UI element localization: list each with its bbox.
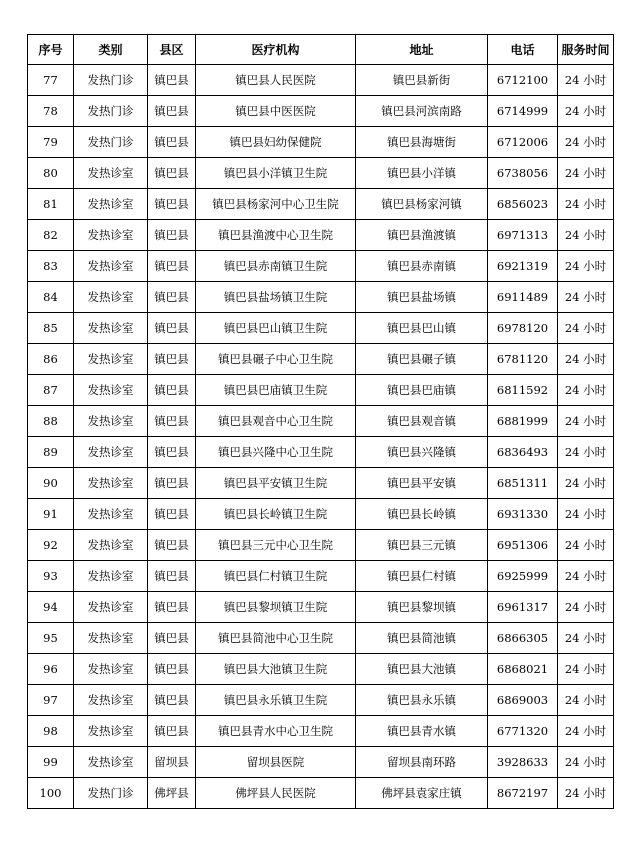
table-row xyxy=(28,313,614,344)
address-cell: 镇巴县盐场镇 xyxy=(356,282,488,313)
county-cell: 镇巴县 xyxy=(148,158,196,189)
phone-cell: 6881999 xyxy=(488,406,558,437)
service-hours-cell: 24 小时 xyxy=(558,499,614,530)
institution-cell: 镇巴县杨家河中心卫生院 xyxy=(196,189,356,220)
service-hours-cell: 24 小时 xyxy=(558,654,614,685)
institution-cell: 镇巴县盐场镇卫生院 xyxy=(196,282,356,313)
index-cell: 83 xyxy=(28,251,74,282)
county-cell: 镇巴县 xyxy=(148,251,196,282)
header-county: 县区 xyxy=(148,35,196,65)
service-hours-cell: 24 小时 xyxy=(558,282,614,313)
header-institution: 医疗机构 xyxy=(196,35,356,65)
institution-cell: 镇巴县三元中心卫生院 xyxy=(196,530,356,561)
address-cell: 镇巴县新街 xyxy=(356,65,488,96)
address-cell: 镇巴县仁村镇 xyxy=(356,561,488,592)
index-cell: 80 xyxy=(28,158,74,189)
institution-cell: 镇巴县平安镇卫生院 xyxy=(196,468,356,499)
institution-cell: 镇巴县长岭镇卫生院 xyxy=(196,499,356,530)
county-cell: 镇巴县 xyxy=(148,189,196,220)
header-address: 地址 xyxy=(356,35,488,65)
phone-cell: 6738056 xyxy=(488,158,558,189)
fever-clinic-table xyxy=(27,34,614,809)
header-phone: 电话 xyxy=(488,35,558,65)
phone-cell: 6811592 xyxy=(488,375,558,406)
service-hours-cell: 24 小时 xyxy=(558,747,614,778)
category-cell: 发热诊室 xyxy=(74,189,148,220)
index-cell: 88 xyxy=(28,406,74,437)
index-cell: 84 xyxy=(28,282,74,313)
phone-cell: 6712006 xyxy=(488,127,558,158)
service-hours-cell: 24 小时 xyxy=(558,189,614,220)
county-cell: 镇巴县 xyxy=(148,685,196,716)
address-cell: 镇巴县巴庙镇 xyxy=(356,375,488,406)
phone-cell: 6961317 xyxy=(488,592,558,623)
service-hours-cell: 24 小时 xyxy=(558,158,614,189)
service-hours-cell: 24 小时 xyxy=(558,468,614,499)
index-cell: 78 xyxy=(28,96,74,127)
service-hours-cell: 24 小时 xyxy=(558,685,614,716)
category-cell: 发热诊室 xyxy=(74,220,148,251)
phone-cell: 6851311 xyxy=(488,468,558,499)
index-cell: 100 xyxy=(28,778,74,809)
address-cell: 镇巴县三元镇 xyxy=(356,530,488,561)
institution-cell: 镇巴县中医医院 xyxy=(196,96,356,127)
county-cell: 镇巴县 xyxy=(148,623,196,654)
header-category: 类别 xyxy=(74,35,148,65)
service-hours-cell: 24 小时 xyxy=(558,530,614,561)
service-hours-cell: 24 小时 xyxy=(558,437,614,468)
institution-cell: 镇巴县永乐镇卫生院 xyxy=(196,685,356,716)
service-hours-cell: 24 小时 xyxy=(558,623,614,654)
county-cell: 镇巴县 xyxy=(148,282,196,313)
index-cell: 89 xyxy=(28,437,74,468)
phone-cell: 6856023 xyxy=(488,189,558,220)
category-cell: 发热诊室 xyxy=(74,716,148,747)
county-cell: 佛坪县 xyxy=(148,778,196,809)
county-cell: 镇巴县 xyxy=(148,313,196,344)
address-cell: 镇巴县巴山镇 xyxy=(356,313,488,344)
institution-cell: 镇巴县碾子中心卫生院 xyxy=(196,344,356,375)
county-cell: 镇巴县 xyxy=(148,127,196,158)
index-cell: 82 xyxy=(28,220,74,251)
county-cell: 镇巴县 xyxy=(148,96,196,127)
county-cell: 镇巴县 xyxy=(148,344,196,375)
service-hours-cell: 24 小时 xyxy=(558,716,614,747)
index-cell: 98 xyxy=(28,716,74,747)
phone-cell: 6911489 xyxy=(488,282,558,313)
index-cell: 79 xyxy=(28,127,74,158)
phone-cell: 6836493 xyxy=(488,437,558,468)
table-row xyxy=(28,127,614,158)
institution-cell: 留坝县医院 xyxy=(196,747,356,778)
service-hours-cell: 24 小时 xyxy=(558,127,614,158)
category-cell: 发热诊室 xyxy=(74,344,148,375)
institution-cell: 佛坪县人民医院 xyxy=(196,778,356,809)
county-cell: 镇巴县 xyxy=(148,530,196,561)
category-cell: 发热诊室 xyxy=(74,406,148,437)
index-cell: 91 xyxy=(28,499,74,530)
index-cell: 94 xyxy=(28,592,74,623)
table-row xyxy=(28,251,614,282)
service-hours-cell: 24 小时 xyxy=(558,220,614,251)
phone-cell: 6869003 xyxy=(488,685,558,716)
category-cell: 发热诊室 xyxy=(74,437,148,468)
table-row xyxy=(28,623,614,654)
phone-cell: 6971313 xyxy=(488,220,558,251)
table-row xyxy=(28,716,614,747)
table-body xyxy=(28,65,614,809)
address-cell: 镇巴县简池镇 xyxy=(356,623,488,654)
index-cell: 95 xyxy=(28,623,74,654)
index-cell: 97 xyxy=(28,685,74,716)
table-row xyxy=(28,220,614,251)
institution-cell: 镇巴县仁村镇卫生院 xyxy=(196,561,356,592)
phone-cell: 6925999 xyxy=(488,561,558,592)
service-hours-cell: 24 小时 xyxy=(558,406,614,437)
address-cell: 镇巴县小洋镇 xyxy=(356,158,488,189)
service-hours-cell: 24 小时 xyxy=(558,251,614,282)
institution-cell: 镇巴县小洋镇卫生院 xyxy=(196,158,356,189)
index-cell: 92 xyxy=(28,530,74,561)
address-cell: 镇巴县赤南镇 xyxy=(356,251,488,282)
category-cell: 发热诊室 xyxy=(74,654,148,685)
table-row xyxy=(28,468,614,499)
address-cell: 镇巴县黎坝镇 xyxy=(356,592,488,623)
category-cell: 发热诊室 xyxy=(74,747,148,778)
category-cell: 发热诊室 xyxy=(74,592,148,623)
table-row xyxy=(28,406,614,437)
table-row xyxy=(28,747,614,778)
institution-cell: 镇巴县妇幼保健院 xyxy=(196,127,356,158)
category-cell: 发热门诊 xyxy=(74,65,148,96)
address-cell: 镇巴县碾子镇 xyxy=(356,344,488,375)
institution-cell: 镇巴县青水中心卫生院 xyxy=(196,716,356,747)
institution-cell: 镇巴县巴庙镇卫生院 xyxy=(196,375,356,406)
table-row xyxy=(28,437,614,468)
address-cell: 镇巴县长岭镇 xyxy=(356,499,488,530)
category-cell: 发热诊室 xyxy=(74,623,148,654)
institution-cell: 镇巴县赤南镇卫生院 xyxy=(196,251,356,282)
table-row xyxy=(28,282,614,313)
county-cell: 镇巴县 xyxy=(148,468,196,499)
address-cell: 镇巴县青水镇 xyxy=(356,716,488,747)
county-cell: 镇巴县 xyxy=(148,220,196,251)
phone-cell: 8672197 xyxy=(488,778,558,809)
institution-cell: 镇巴县兴隆中心卫生院 xyxy=(196,437,356,468)
index-cell: 85 xyxy=(28,313,74,344)
address-cell: 佛坪县袁家庄镇 xyxy=(356,778,488,809)
county-cell: 镇巴县 xyxy=(148,65,196,96)
county-cell: 留坝县 xyxy=(148,747,196,778)
phone-cell: 6714999 xyxy=(488,96,558,127)
institution-cell: 镇巴县渔渡中心卫生院 xyxy=(196,220,356,251)
category-cell: 发热诊室 xyxy=(74,158,148,189)
index-cell: 81 xyxy=(28,189,74,220)
service-hours-cell: 24 小时 xyxy=(558,344,614,375)
index-cell: 90 xyxy=(28,468,74,499)
category-cell: 发热诊室 xyxy=(74,530,148,561)
table-row xyxy=(28,561,614,592)
phone-cell: 3928633 xyxy=(488,747,558,778)
county-cell: 镇巴县 xyxy=(148,592,196,623)
address-cell: 镇巴县兴隆镇 xyxy=(356,437,488,468)
county-cell: 镇巴县 xyxy=(148,499,196,530)
table-row xyxy=(28,344,614,375)
table-row xyxy=(28,65,614,96)
table-row xyxy=(28,499,614,530)
category-cell: 发热诊室 xyxy=(74,313,148,344)
table-row xyxy=(28,592,614,623)
header-service-hours: 服务时间 xyxy=(558,35,614,65)
phone-cell: 6868021 xyxy=(488,654,558,685)
phone-cell: 6781120 xyxy=(488,344,558,375)
county-cell: 镇巴县 xyxy=(148,561,196,592)
table-row xyxy=(28,530,614,561)
address-cell: 留坝县南环路 xyxy=(356,747,488,778)
category-cell: 发热诊室 xyxy=(74,561,148,592)
address-cell: 镇巴县大池镇 xyxy=(356,654,488,685)
table-row xyxy=(28,96,614,127)
category-cell: 发热诊室 xyxy=(74,685,148,716)
phone-cell: 6931330 xyxy=(488,499,558,530)
table-row xyxy=(28,189,614,220)
address-cell: 镇巴县河滨南路 xyxy=(356,96,488,127)
address-cell: 镇巴县永乐镇 xyxy=(356,685,488,716)
service-hours-cell: 24 小时 xyxy=(558,592,614,623)
service-hours-cell: 24 小时 xyxy=(558,778,614,809)
table-row xyxy=(28,778,614,809)
phone-cell: 6712100 xyxy=(488,65,558,96)
institution-cell: 镇巴县观音中心卫生院 xyxy=(196,406,356,437)
table-row xyxy=(28,685,614,716)
county-cell: 镇巴县 xyxy=(148,437,196,468)
index-cell: 96 xyxy=(28,654,74,685)
index-cell: 77 xyxy=(28,65,74,96)
table-header-row xyxy=(28,35,614,65)
service-hours-cell: 24 小时 xyxy=(558,561,614,592)
header-index: 序号 xyxy=(28,35,74,65)
table-row xyxy=(28,158,614,189)
service-hours-cell: 24 小时 xyxy=(558,65,614,96)
phone-cell: 6951306 xyxy=(488,530,558,561)
category-cell: 发热门诊 xyxy=(74,127,148,158)
phone-cell: 6771320 xyxy=(488,716,558,747)
phone-cell: 6921319 xyxy=(488,251,558,282)
county-cell: 镇巴县 xyxy=(148,716,196,747)
service-hours-cell: 24 小时 xyxy=(558,96,614,127)
county-cell: 镇巴县 xyxy=(148,654,196,685)
table-row xyxy=(28,654,614,685)
address-cell: 镇巴县平安镇 xyxy=(356,468,488,499)
address-cell: 镇巴县杨家河镇 xyxy=(356,189,488,220)
category-cell: 发热诊室 xyxy=(74,499,148,530)
county-cell: 镇巴县 xyxy=(148,406,196,437)
institution-cell: 镇巴县大池镇卫生院 xyxy=(196,654,356,685)
institution-cell: 镇巴县人民医院 xyxy=(196,65,356,96)
category-cell: 发热诊室 xyxy=(74,251,148,282)
county-cell: 镇巴县 xyxy=(148,375,196,406)
category-cell: 发热诊室 xyxy=(74,375,148,406)
category-cell: 发热诊室 xyxy=(74,282,148,313)
address-cell: 镇巴县观音镇 xyxy=(356,406,488,437)
index-cell: 87 xyxy=(28,375,74,406)
category-cell: 发热诊室 xyxy=(74,468,148,499)
service-hours-cell: 24 小时 xyxy=(558,313,614,344)
phone-cell: 6866305 xyxy=(488,623,558,654)
table-row xyxy=(28,375,614,406)
institution-cell: 镇巴县简池中心卫生院 xyxy=(196,623,356,654)
category-cell: 发热门诊 xyxy=(74,96,148,127)
address-cell: 镇巴县海塘街 xyxy=(356,127,488,158)
index-cell: 99 xyxy=(28,747,74,778)
index-cell: 86 xyxy=(28,344,74,375)
address-cell: 镇巴县渔渡镇 xyxy=(356,220,488,251)
category-cell: 发热门诊 xyxy=(74,778,148,809)
service-hours-cell: 24 小时 xyxy=(558,375,614,406)
institution-cell: 镇巴县黎坝镇卫生院 xyxy=(196,592,356,623)
index-cell: 93 xyxy=(28,561,74,592)
institution-cell: 镇巴县巴山镇卫生院 xyxy=(196,313,356,344)
phone-cell: 6978120 xyxy=(488,313,558,344)
